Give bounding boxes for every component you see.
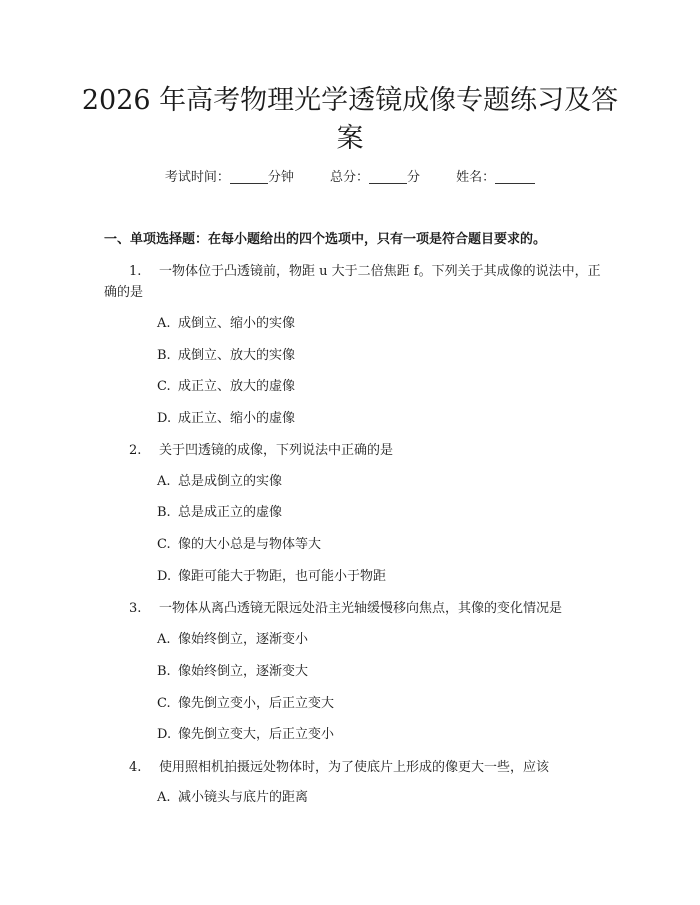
exam-info-line — [0, 168, 700, 188]
option-letter: A. — [157, 316, 171, 331]
exam-time-blank — [230, 169, 268, 184]
option-letter: C. — [157, 379, 171, 394]
question-1-text: 一物体位于凸透镜前，物距 u 大于二倍焦距 f。下列关于其成像的说法中，正确的是 — [104, 264, 601, 300]
question-4-text: 使用照相机拍摄远处物体时，为了使底片上形成的像更大一些，应该 — [159, 760, 550, 775]
total-score-blank — [369, 169, 407, 184]
option-letter: A. — [157, 790, 171, 805]
option-text: 总是成倒立的实像 — [178, 474, 283, 489]
question-3-option-d — [157, 725, 334, 745]
option-text: 成倒立、缩小的实像 — [178, 316, 296, 331]
question-2-option-d — [157, 567, 386, 587]
question-1-option-d — [157, 409, 295, 429]
option-letter: D. — [157, 727, 172, 742]
option-text: 成正立、放大的虚像 — [178, 379, 296, 394]
question-3-text: 一物体从离凸透镜无限远处沿主光轴缓慢移向焦点，其像的变化情况是 — [159, 601, 563, 616]
option-text: 减小镜头与底片的距离 — [178, 790, 309, 805]
option-letter: C. — [157, 537, 171, 552]
option-letter: B. — [157, 505, 171, 520]
option-letter: B. — [157, 348, 171, 363]
question-2-option-a — [157, 472, 282, 492]
question-4-number: 4. — [129, 760, 142, 775]
question-4-option-a — [157, 788, 308, 808]
option-letter: D. — [157, 569, 172, 584]
exam-time-unit: 分钟 — [267, 170, 294, 185]
question-2-option-b — [157, 503, 282, 523]
question-2-stem — [104, 440, 604, 461]
question-3-stem — [104, 598, 604, 619]
name-field — [456, 168, 535, 188]
option-text: 像距可能大于物距，也可能小于物距 — [178, 569, 387, 584]
option-letter: A. — [157, 474, 171, 489]
exam-time-field — [165, 168, 294, 188]
option-text: 像的大小总是与物体等大 — [178, 537, 322, 552]
option-letter: A. — [157, 632, 171, 647]
name-blank — [495, 169, 535, 184]
option-text: 像先倒立变大，后正立变小 — [178, 727, 335, 742]
name-label: 姓名： — [456, 170, 496, 185]
section-title-single-choice: 一、单项选择题：在每小题给出的四个选项中，只有一项是符合题目要求的。 — [104, 232, 547, 247]
question-1-option-c — [157, 377, 295, 397]
question-3-option-c — [157, 694, 334, 714]
total-score-label: 总分： — [329, 170, 369, 185]
exam-time-label: 考试时间： — [164, 170, 230, 185]
question-2-text: 关于凹透镜的成像，下列说法中正确的是 — [159, 443, 394, 458]
question-1-option-b — [157, 346, 295, 366]
question-1-number: 1. — [129, 264, 142, 279]
option-letter: B. — [157, 664, 171, 679]
option-letter: C. — [157, 696, 171, 711]
option-text: 像始终倒立，逐渐变小 — [178, 632, 309, 647]
question-4-stem — [104, 757, 604, 778]
document-title: 2026 年高考物理光学透镜成像专题练习及答案 — [81, 85, 619, 154]
option-text: 成正立、缩小的虚像 — [178, 411, 296, 426]
option-text: 成倒立、放大的实像 — [178, 348, 296, 363]
total-score-field — [330, 168, 420, 188]
question-3-number: 3. — [129, 601, 142, 616]
question-2-option-c — [157, 535, 321, 555]
question-3-option-b — [157, 662, 308, 682]
question-1-option-a — [157, 314, 295, 334]
option-text: 像先倒立变小，后正立变大 — [178, 696, 335, 711]
option-text: 总是成正立的虚像 — [178, 505, 283, 520]
option-text: 像始终倒立，逐渐变大 — [178, 664, 309, 679]
question-2-number: 2. — [129, 443, 142, 458]
question-1-stem — [104, 261, 604, 303]
option-letter: D. — [157, 411, 172, 426]
total-score-unit: 分 — [407, 170, 421, 185]
question-3-option-a — [157, 630, 308, 650]
